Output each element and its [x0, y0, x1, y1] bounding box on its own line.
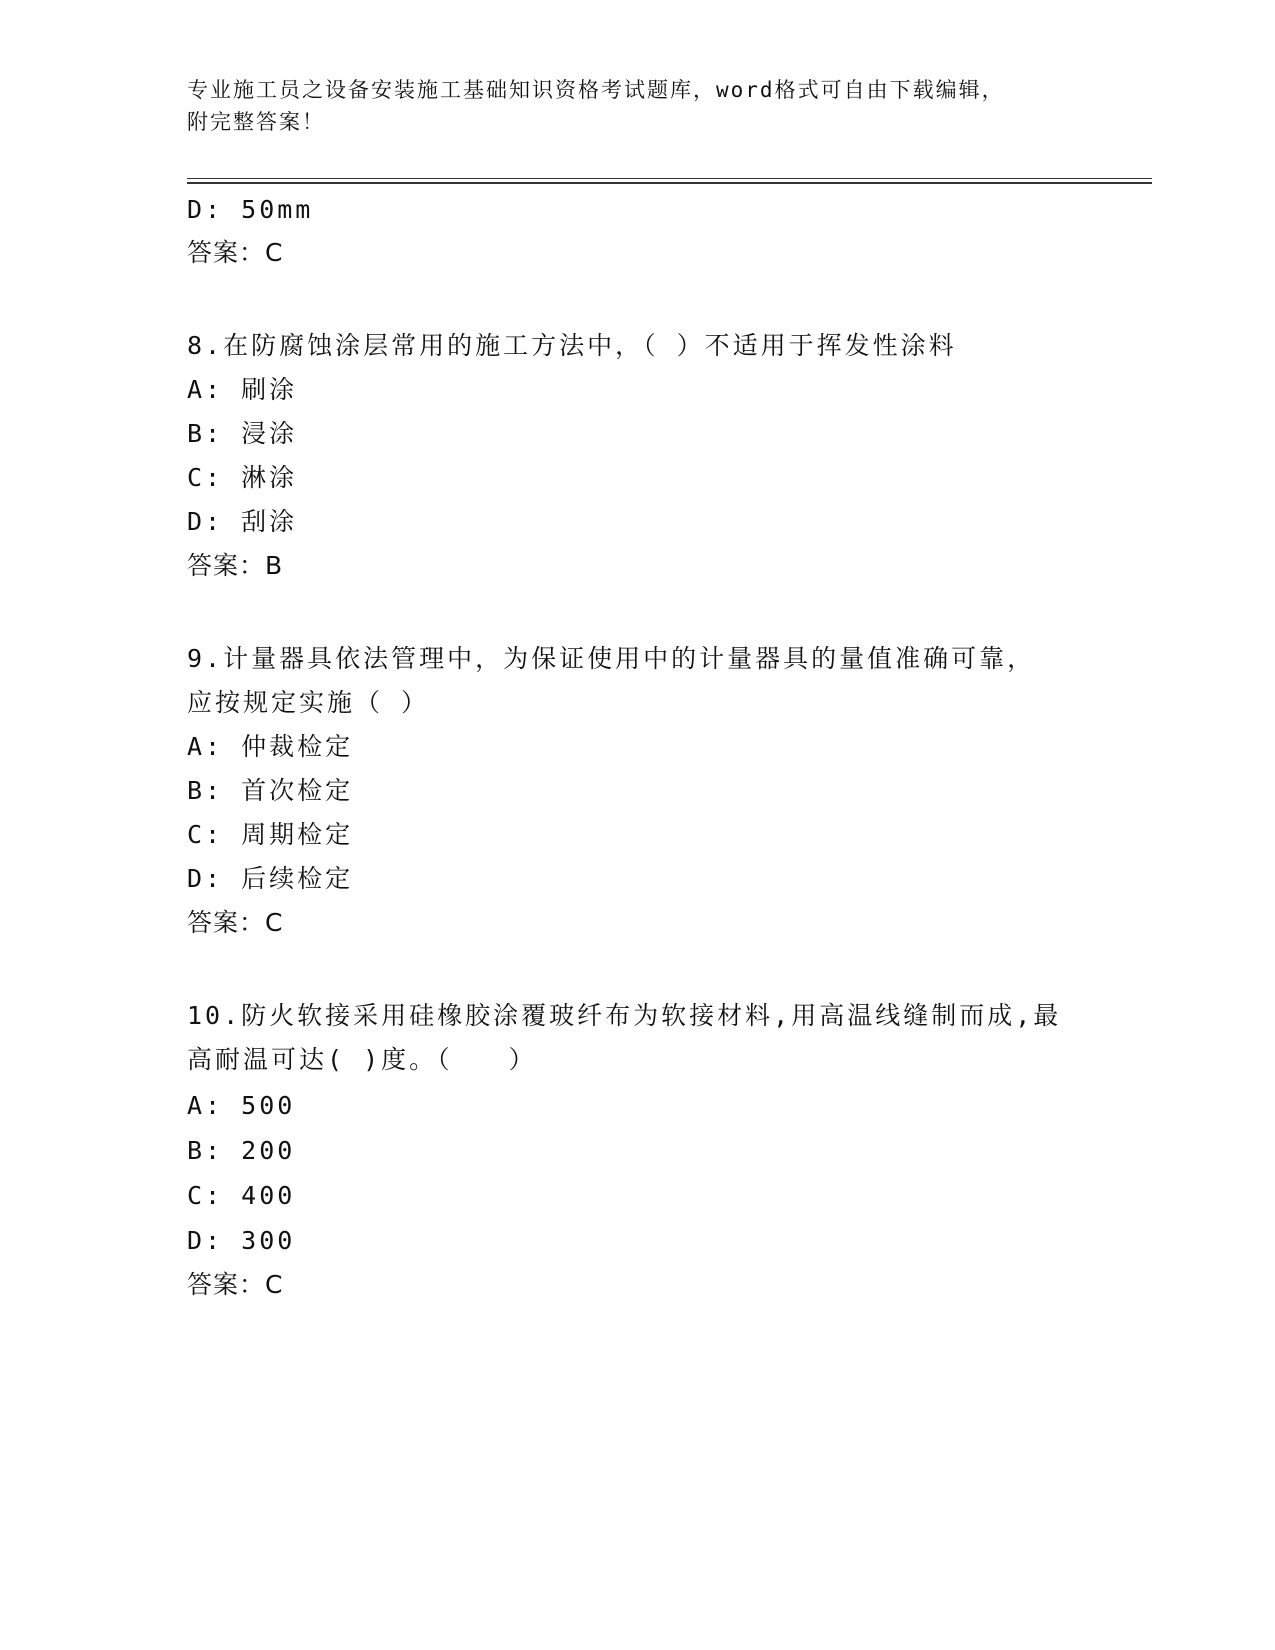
- question-9-option-c: C: 周期检定: [187, 820, 354, 849]
- question-9-answer: 答案：C: [187, 908, 284, 937]
- question-9-option-a: A: 仲裁检定: [187, 732, 354, 761]
- question-9-stem-line-2: 应按规定实施（ ）: [187, 688, 430, 717]
- question-9-option-b: B: 首次检定: [187, 776, 354, 805]
- question-10-option-c: C: 400: [187, 1181, 296, 1210]
- question-8-option-d: D: 刮涂: [187, 507, 298, 536]
- question-8-option-a: A: 刷涂: [187, 375, 298, 404]
- question-9-option-d: D: 后续检定: [187, 864, 354, 893]
- question-10-option-a: A: 500: [187, 1091, 296, 1120]
- prev-answer: 答案：C: [187, 238, 284, 267]
- question-10-stem-line-1: 10.防火软接采用硅橡胶涂覆玻纤布为软接材料,用高温线缝制而成,最: [187, 1001, 1062, 1030]
- question-8-answer: 答案：B: [187, 551, 284, 580]
- header-line-1: 专业施工员之设备安装施工基础知识资格考试题库，word格式可自由下载编辑，: [187, 78, 1005, 102]
- question-10-stem-line-2: 高耐温可达( )度。（ ）: [187, 1045, 537, 1074]
- question-10-option-d: D: 300: [187, 1226, 296, 1255]
- document-header: [187, 74, 1087, 138]
- question-8-option-b: B: 浸涂: [187, 419, 298, 448]
- prev-option-d: D: 50mm: [187, 195, 314, 224]
- header-divider-top: [187, 178, 1152, 179]
- question-9-stem-line-1: 9.计量器具依法管理中，为保证使用中的计量器具的量值准确可靠，: [187, 644, 1036, 673]
- header-divider-bottom: [187, 182, 1152, 184]
- question-8-stem: 8.在防腐蚀涂层常用的施工方法中，（ ）不适用于挥发性涂料: [187, 331, 957, 360]
- question-10-option-b: B: 200: [187, 1136, 296, 1165]
- question-10-answer: 答案：C: [187, 1270, 284, 1299]
- question-8-option-c: C: 淋涂: [187, 463, 298, 492]
- header-line-2: 附完整答案！: [187, 110, 325, 134]
